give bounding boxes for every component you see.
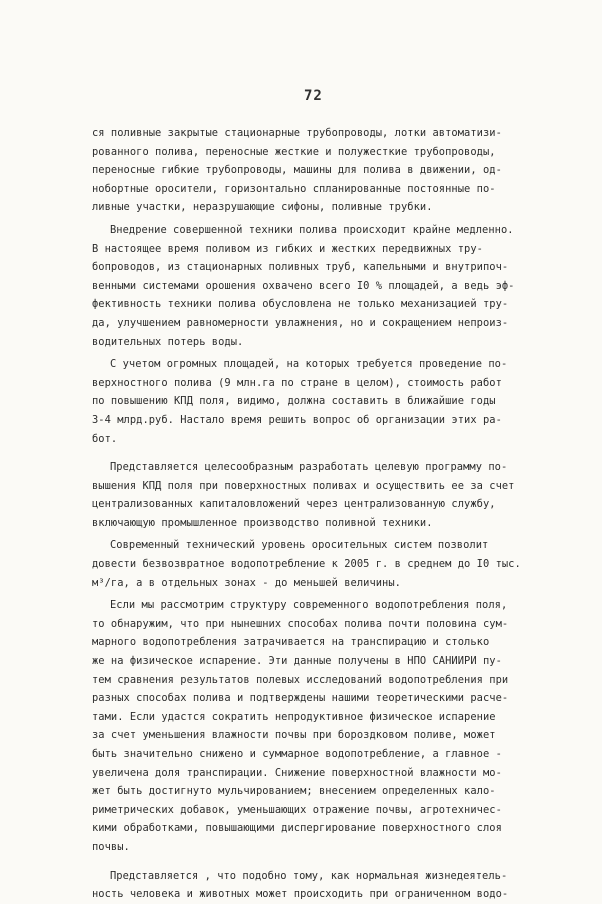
text-line: быть значительно снижено и суммарное водопотребление, а главное - bbox=[92, 748, 502, 760]
text-line: ливные участки, неразрушающие сифоны, поливные трубки. bbox=[92, 201, 433, 214]
text-line: Представляется целесообразным разработать целевую программу по- bbox=[110, 461, 508, 474]
text-line: то обнаружим, что при нынешних способах полива почти половина сум- bbox=[92, 617, 509, 630]
text-line: Представляется , что подобно тому, как нормальная жизнедеятель- bbox=[110, 869, 508, 882]
text-line: С учетом огромных площадей, на которых требуется проведение по- bbox=[110, 358, 508, 371]
text-line: переносные гибкие трубопроводы, машины для полива в движении, од- bbox=[92, 164, 502, 177]
text-line: 3-4 млрд.руб. Настало время решить вопрос об организации этих ра- bbox=[92, 413, 502, 426]
text-line: централизованных капиталовложений через централизованную службу, bbox=[92, 498, 496, 511]
text-line: ся поливные закрытые стационарные трубопроводы, лотки автоматизи- bbox=[92, 127, 502, 139]
text-line: довести безвозвратное водопотребление к 2005 г. в среднем до I0 тыс. bbox=[92, 558, 521, 571]
text-line: нобортные оросители, горизонтально спланированные постоянные по- bbox=[92, 182, 496, 195]
text-line: же на физическое испарение. Эти данные получены в НПО САНИИРИ пу- bbox=[92, 655, 502, 668]
text-line: разных способах полива и подтверждены нашими теоретическими расче- bbox=[92, 692, 509, 705]
text-line: тем сравнения результатов полевых исследований водопотребления при bbox=[92, 673, 509, 686]
text-line: за счет уменьшения влажности почвы при бороздковом поливе, может bbox=[92, 729, 496, 742]
text-line: м³/га, а в отдельных зонах - до меньшей величины. bbox=[92, 576, 401, 589]
text-line: жет быть достигнуто мульчированием; внесением определенных кало- bbox=[92, 785, 496, 798]
text-line: водительных потерь воды. bbox=[92, 335, 244, 348]
text-line: верхностного полива (9 млн.га по стране в целом), стоимость работ bbox=[92, 376, 502, 389]
body-text bbox=[92, 124, 562, 904]
text-line: да, улучшением равномерности увлажнения, но и сокращением непроиз- bbox=[92, 316, 509, 329]
text-line: увеличена доля транспирации. Снижение поверхностной влажности мо- bbox=[92, 766, 502, 779]
text-line: риметрических добавок, уменьшающих отражение почвы, агротехничес- bbox=[92, 803, 502, 816]
text-line: Если мы рассмотрим структуру современного водопотребления поля, bbox=[110, 599, 508, 612]
text-line: по повышению КПД поля, видимо, должна составить в ближайшие годы bbox=[92, 395, 496, 408]
text-line: венными системами орошения охвачено всего I0 % площадей, а ведь эф- bbox=[92, 279, 515, 292]
text-line: включающую промышленное производство поливной техники. bbox=[92, 516, 433, 529]
text-line: фективность техники полива обусловлена не только механизацией тру- bbox=[92, 298, 509, 311]
page-number: 72 bbox=[304, 88, 323, 104]
text-line: марного водопотребления затрачивается на транспирацию и столько bbox=[92, 636, 490, 649]
text-line: Внедрение совершенной техники полива происходит крайне медленно. bbox=[110, 223, 514, 236]
text-line: бот. bbox=[92, 432, 118, 445]
text-line: вышения КПД поля при поверхностных поливах и осуществить ее за счет bbox=[92, 479, 515, 492]
text-line: кими обработками, повышающими диспергирование поверхностного слоя bbox=[92, 822, 502, 835]
text-line: ность человека и животных может происходить при ограниченном водо- bbox=[92, 888, 509, 901]
text-line: бопроводов, из стационарных поливных труб, капельными и внутрипоч- bbox=[92, 261, 509, 274]
text-line: Современный технический уровень оросительных систем позволит bbox=[110, 539, 489, 552]
text-line: тами. Если удастся сократить непродуктивное физическое испарение bbox=[92, 710, 496, 723]
text-line: рованного полива, переносные жесткие и полужесткие трубопроводы, bbox=[92, 145, 496, 158]
text-line: почвы. bbox=[92, 840, 130, 853]
text-line: В настоящее время поливом из гибких и жестких передвижных тру- bbox=[92, 242, 483, 255]
